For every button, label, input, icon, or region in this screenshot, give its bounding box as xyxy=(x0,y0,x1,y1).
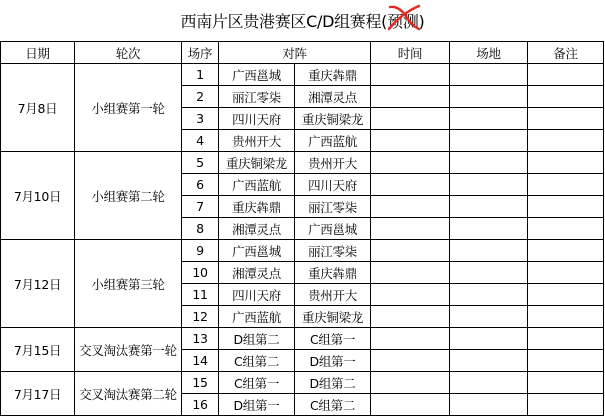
match-no-cell: 8 xyxy=(182,218,219,240)
round-cell: 交叉淘汰赛第二轮 xyxy=(75,372,182,416)
away-team-cell: 重庆犇鼎 xyxy=(295,262,371,284)
away-team-cell: C组第一 xyxy=(295,328,371,350)
date-cell: 7月10日 xyxy=(1,152,75,240)
notes-cell xyxy=(528,328,604,350)
match-no-cell: 7 xyxy=(182,196,219,218)
match-no-cell: 16 xyxy=(182,394,219,416)
table-row xyxy=(1,372,604,394)
page-title xyxy=(181,9,425,32)
title-struck: 预测 xyxy=(387,12,419,31)
time-cell xyxy=(371,130,450,152)
away-team-cell: 四川天府 xyxy=(295,174,371,196)
match-no-cell: 6 xyxy=(182,174,219,196)
time-cell xyxy=(371,218,450,240)
home-team-cell: 四川天府 xyxy=(219,108,295,130)
venue-cell xyxy=(450,196,528,218)
time-cell xyxy=(371,196,450,218)
notes-cell xyxy=(528,394,604,416)
notes-cell xyxy=(528,86,604,108)
time-cell xyxy=(371,86,450,108)
time-cell xyxy=(371,64,450,86)
match-no-cell: 9 xyxy=(182,240,219,262)
match-no-cell: 14 xyxy=(182,350,219,372)
notes-cell xyxy=(528,196,604,218)
header-match-no: 场序 xyxy=(182,42,219,64)
notes-cell xyxy=(528,284,604,306)
schedule-table xyxy=(0,41,604,416)
away-team-cell: 湘潭灵点 xyxy=(295,86,371,108)
away-team-cell: D组第一 xyxy=(295,350,371,372)
time-cell xyxy=(371,284,450,306)
red-strike-mark-icon xyxy=(385,3,423,33)
header-matchup: 对阵 xyxy=(219,42,371,64)
notes-cell xyxy=(528,218,604,240)
away-team-cell: 丽江零柒 xyxy=(295,196,371,218)
match-no-cell: 12 xyxy=(182,306,219,328)
time-cell xyxy=(371,350,450,372)
notes-cell xyxy=(528,108,604,130)
title-close: ) xyxy=(418,12,425,31)
match-no-cell: 4 xyxy=(182,130,219,152)
home-team-cell: 广西蓝航 xyxy=(219,174,295,196)
header-venue: 场地 xyxy=(450,42,528,64)
away-team-cell: D组第二 xyxy=(295,372,371,394)
notes-cell xyxy=(528,262,604,284)
venue-cell xyxy=(450,64,528,86)
away-team-cell: 丽江零柒 xyxy=(295,240,371,262)
venue-cell xyxy=(450,372,528,394)
title-row xyxy=(0,0,605,41)
notes-cell xyxy=(528,350,604,372)
notes-cell xyxy=(528,130,604,152)
date-cell: 7月12日 xyxy=(1,240,75,328)
header-row xyxy=(1,42,604,64)
venue-cell xyxy=(450,328,528,350)
away-team-cell: 贵州开大 xyxy=(295,152,371,174)
venue-cell xyxy=(450,130,528,152)
match-no-cell: 11 xyxy=(182,284,219,306)
venue-cell xyxy=(450,262,528,284)
time-cell xyxy=(371,306,450,328)
time-cell xyxy=(371,152,450,174)
notes-cell xyxy=(528,306,604,328)
home-team-cell: 四川天府 xyxy=(219,284,295,306)
round-cell: 小组赛第三轮 xyxy=(75,240,182,328)
home-team-cell: D组第二 xyxy=(219,328,295,350)
table-row xyxy=(1,152,604,174)
time-cell xyxy=(371,372,450,394)
home-team-cell: C组第二 xyxy=(219,350,295,372)
away-team-cell: 广西邕城 xyxy=(295,218,371,240)
venue-cell xyxy=(450,394,528,416)
away-team-cell: 贵州开大 xyxy=(295,284,371,306)
time-cell xyxy=(371,328,450,350)
home-team-cell: 贵州开大 xyxy=(219,130,295,152)
home-team-cell: D组第一 xyxy=(219,394,295,416)
away-team-cell: 广西蓝航 xyxy=(295,130,371,152)
table-row xyxy=(1,64,604,86)
round-cell: 小组赛第二轮 xyxy=(75,152,182,240)
venue-cell xyxy=(450,86,528,108)
away-team-cell: C组第二 xyxy=(295,394,371,416)
time-cell xyxy=(371,262,450,284)
header-notes: 备注 xyxy=(528,42,604,64)
notes-cell xyxy=(528,174,604,196)
venue-cell xyxy=(450,218,528,240)
table-row xyxy=(1,328,604,350)
home-team-cell: 丽江零柒 xyxy=(219,86,295,108)
venue-cell xyxy=(450,108,528,130)
match-no-cell: 2 xyxy=(182,86,219,108)
date-cell: 7月8日 xyxy=(1,64,75,152)
away-team-cell: 重庆铜梁龙 xyxy=(295,108,371,130)
date-cell: 7月17日 xyxy=(1,372,75,416)
home-team-cell: 广西邕城 xyxy=(219,64,295,86)
date-cell: 7月15日 xyxy=(1,328,75,372)
match-no-cell: 13 xyxy=(182,328,219,350)
match-no-cell: 10 xyxy=(182,262,219,284)
match-no-cell: 3 xyxy=(182,108,219,130)
home-team-cell: 重庆铜梁龙 xyxy=(219,152,295,174)
home-team-cell: 湘潭灵点 xyxy=(219,262,295,284)
notes-cell xyxy=(528,152,604,174)
venue-cell xyxy=(450,240,528,262)
title-main: 西南片区贵港赛区C/D组赛程( xyxy=(180,12,388,31)
round-cell: 交叉淘汰赛第一轮 xyxy=(75,328,182,372)
time-cell xyxy=(371,108,450,130)
venue-cell xyxy=(450,284,528,306)
venue-cell xyxy=(450,350,528,372)
time-cell xyxy=(371,394,450,416)
venue-cell xyxy=(450,152,528,174)
match-no-cell: 15 xyxy=(182,372,219,394)
venue-cell xyxy=(450,306,528,328)
match-no-cell: 5 xyxy=(182,152,219,174)
home-team-cell: 湘潭灵点 xyxy=(219,218,295,240)
match-no-cell: 1 xyxy=(182,64,219,86)
away-team-cell: 重庆犇鼎 xyxy=(295,64,371,86)
time-cell xyxy=(371,174,450,196)
notes-cell xyxy=(528,240,604,262)
home-team-cell: 重庆犇鼎 xyxy=(219,196,295,218)
round-cell: 小组赛第一轮 xyxy=(75,64,182,152)
header-time: 时间 xyxy=(371,42,450,64)
header-round: 轮次 xyxy=(75,42,182,64)
away-team-cell: 重庆铜梁龙 xyxy=(295,306,371,328)
notes-cell xyxy=(528,372,604,394)
time-cell xyxy=(371,240,450,262)
home-team-cell: C组第一 xyxy=(219,372,295,394)
venue-cell xyxy=(450,174,528,196)
home-team-cell: 广西邕城 xyxy=(219,240,295,262)
header-date: 日期 xyxy=(1,42,75,64)
notes-cell xyxy=(528,64,604,86)
home-team-cell: 广西蓝航 xyxy=(219,306,295,328)
table-row xyxy=(1,240,604,262)
